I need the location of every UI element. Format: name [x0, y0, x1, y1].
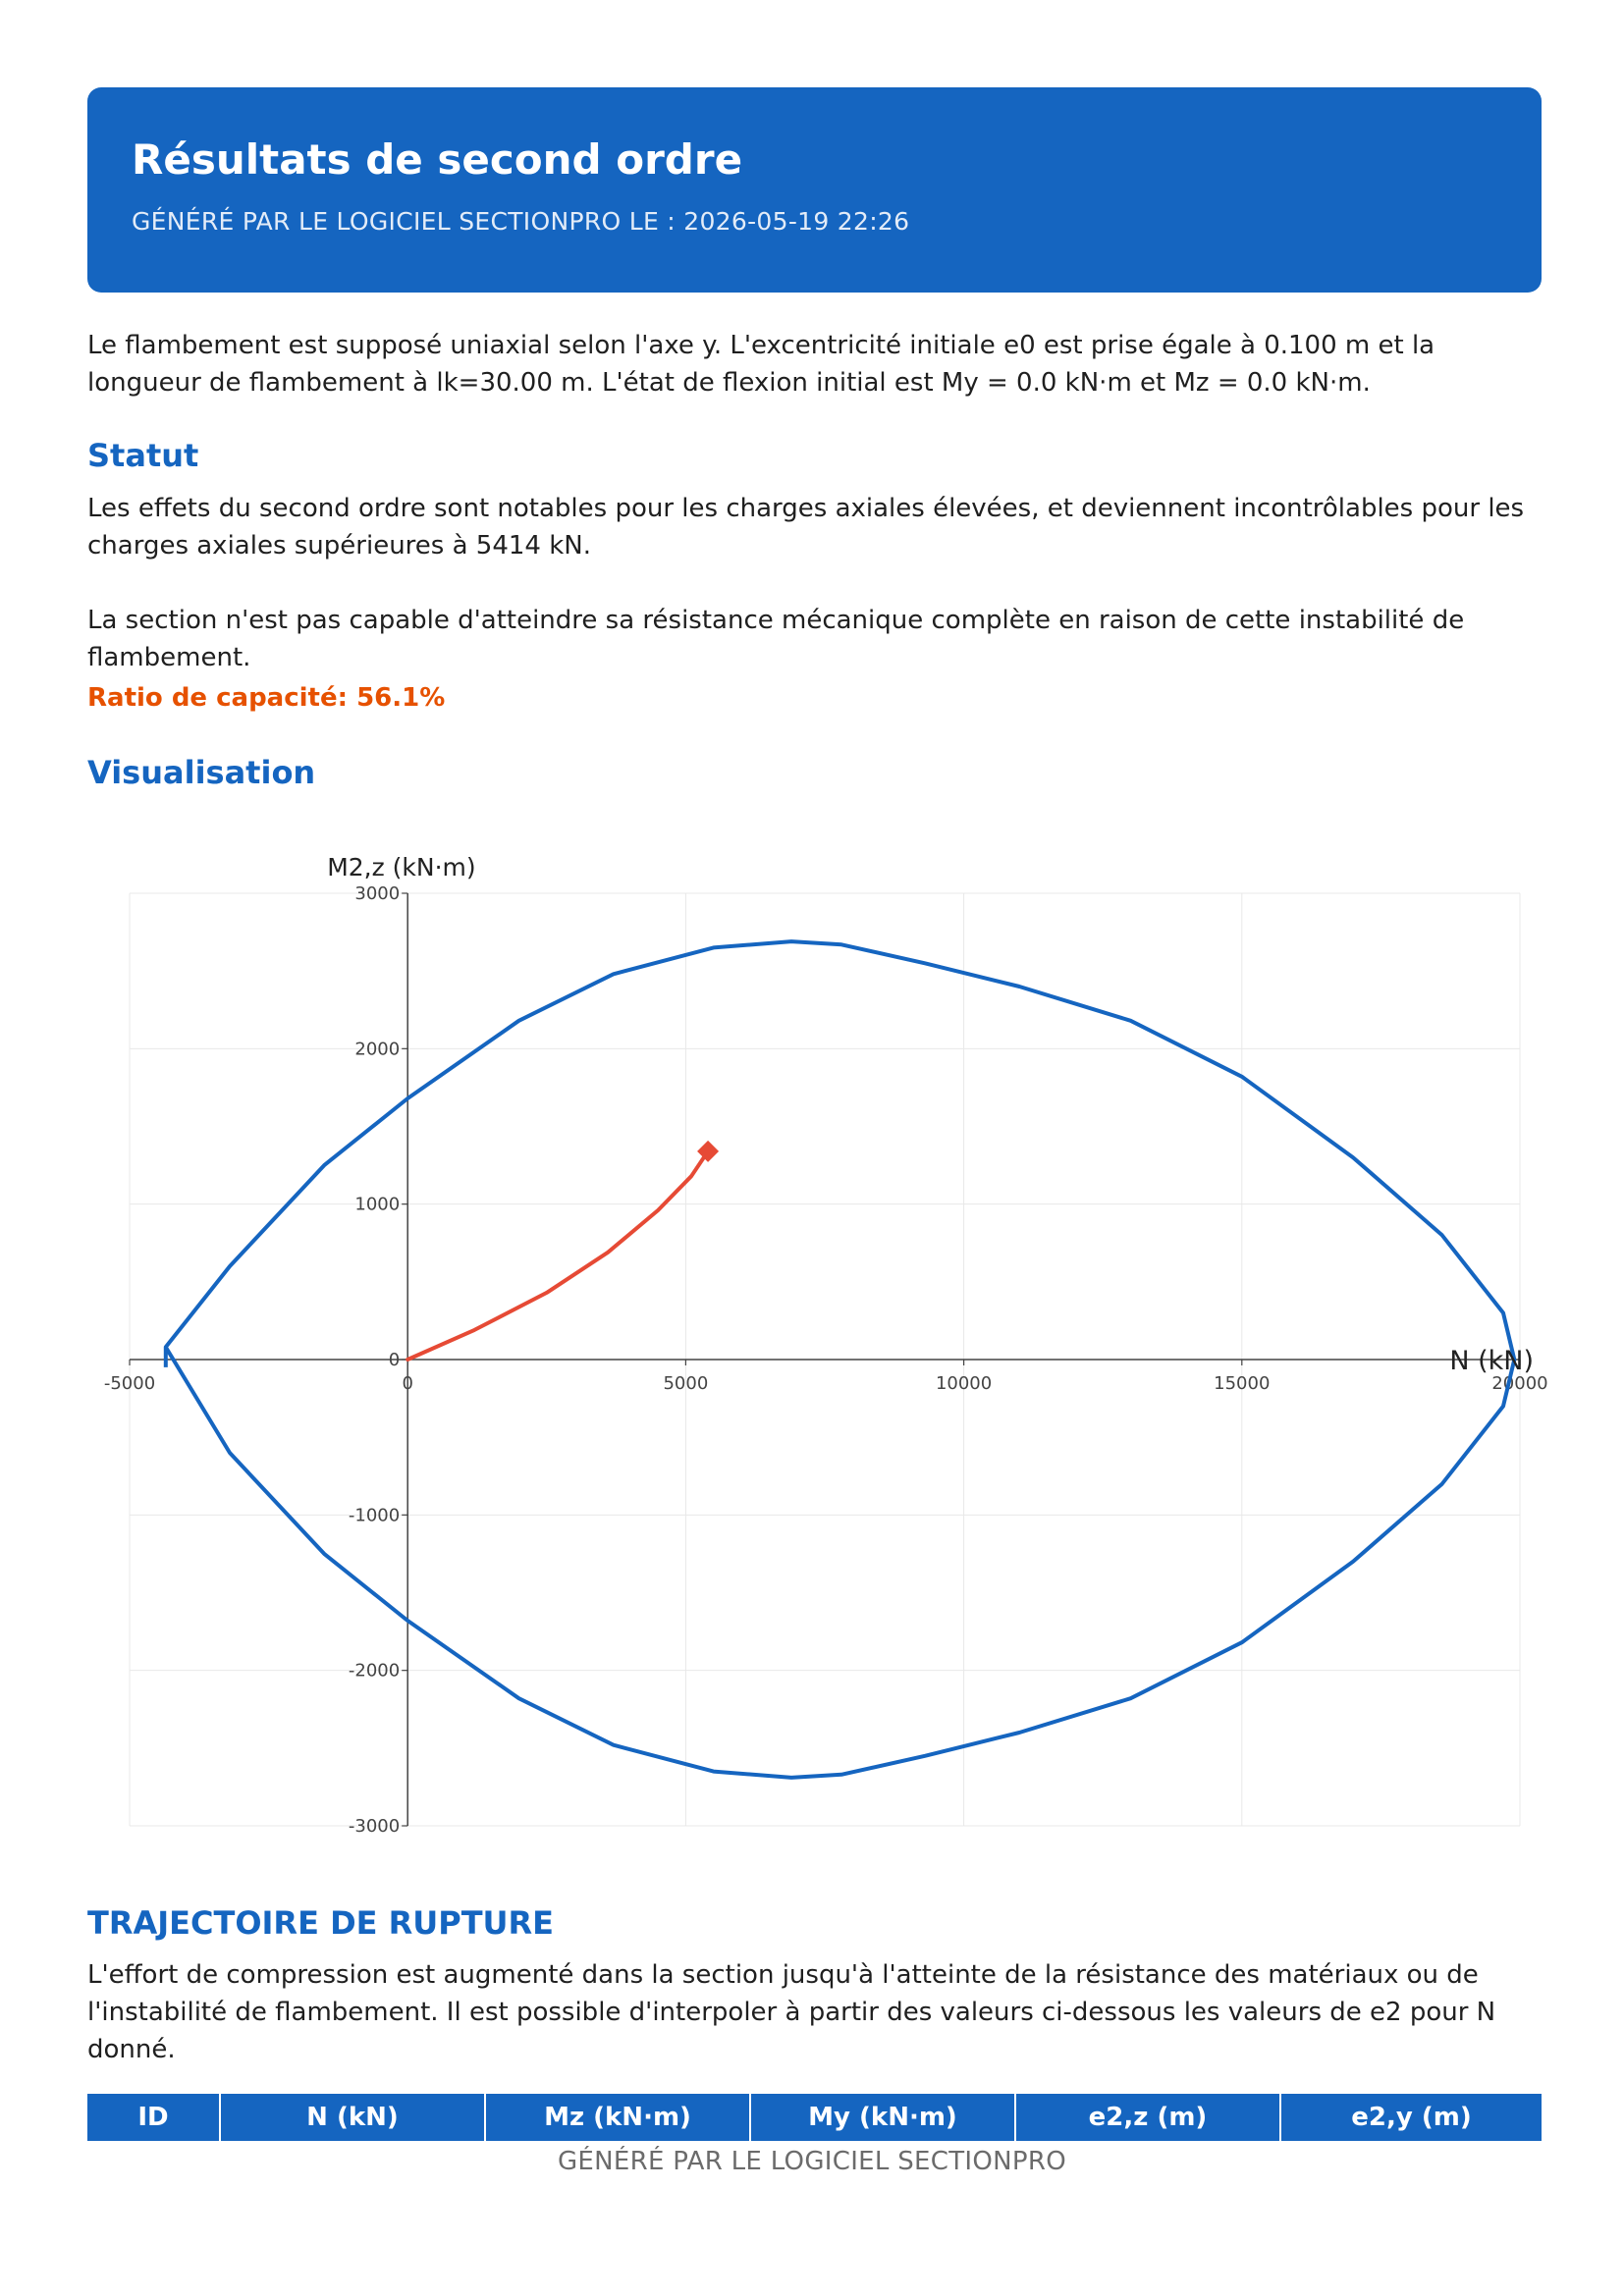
x-tick-label: 5000 — [663, 1373, 709, 1394]
y-tick-label: 2000 — [354, 1039, 401, 1060]
report-header — [87, 87, 1542, 293]
x-axis-label: N (kN) — [1449, 1346, 1534, 1376]
page-title: Résultats de second ordre — [132, 135, 743, 184]
x-tick-label: 20000 — [1491, 1373, 1548, 1394]
statut-paragraph-1: Les effets du second ordre sont notables pour les charges axiales élevées, et deviennent incontrôlables pour les charges axiales supérieures à 5414 kN. — [87, 494, 1525, 561]
trajectory-curve — [407, 1151, 708, 1360]
x-tick-label: 10000 — [935, 1373, 993, 1394]
column-header-e2z: e2,z (m) — [1015, 2094, 1280, 2141]
intro-paragraph: Le flambement est supposé uniaxial selon l'axe y. L'excentricité initiale e0 est prise égale à 0.100 m et la longueur de flambement à lk=30.00 m. L'état de flexion initial est My = 0.0 kN·m et Mz = 0.0 kN·m. — [87, 331, 1435, 398]
trajectory-end-marker — [697, 1141, 719, 1162]
column-header-n: N (kN) — [220, 2094, 485, 2141]
interaction-chart — [79, 825, 1548, 1845]
trajectory-table — [87, 2094, 1542, 2141]
column-header-my: My (kN·m) — [750, 2094, 1015, 2141]
y-tick-label: -1000 — [348, 1505, 401, 1526]
y-tick-label: 3000 — [354, 883, 401, 904]
chart-axes — [130, 893, 1520, 1826]
capacity-ratio: Ratio de capacité: 56.1% — [87, 683, 446, 713]
page-footer: GÉNÉRÉ PAR LE LOGICIEL SECTIONPRO — [557, 2147, 1067, 2176]
x-tick-label: -5000 — [103, 1373, 156, 1394]
trajectoire-heading: TRAJECTOIRE DE RUPTURE — [87, 1904, 555, 1942]
y-axis-label: M2,z (kN·m) — [327, 853, 476, 881]
trajectoire-paragraph: L'effort de compression est augmenté dans la section jusqu'à l'atteinte de la résistance des matériaux ou de l'instabilité de flambement. Il est possible d'interpoler à partir des valeurs ci-dessous les valeurs de e2 pour N donné. — [87, 1960, 1496, 2064]
table-header-row — [87, 2094, 1542, 2141]
x-tick-label: 15000 — [1214, 1373, 1271, 1394]
generated-subtitle: GÉNÉRÉ PAR LE LOGICIEL SECTIONPRO LE : 2026-05-19 22:26 — [132, 207, 910, 236]
column-header-mz: Mz (kN·m) — [485, 2094, 750, 2141]
column-header-e2y: e2,y (m) — [1280, 2094, 1542, 2141]
y-tick-label: -3000 — [348, 1816, 401, 1837]
visualisation-heading: Visualisation — [87, 754, 316, 791]
y-tick-label: -2000 — [348, 1660, 401, 1682]
statut-paragraph-2: La section n'est pas capable d'atteindre sa résistance mécanique complète en raison de cette instabilité de flambement. — [87, 606, 1465, 672]
x-tick-label: 0 — [402, 1373, 413, 1394]
y-tick-label: 1000 — [354, 1194, 401, 1215]
column-header-id: ID — [87, 2094, 220, 2141]
statut-heading: Statut — [87, 437, 199, 474]
y-tick-label: 0 — [388, 1350, 401, 1370]
